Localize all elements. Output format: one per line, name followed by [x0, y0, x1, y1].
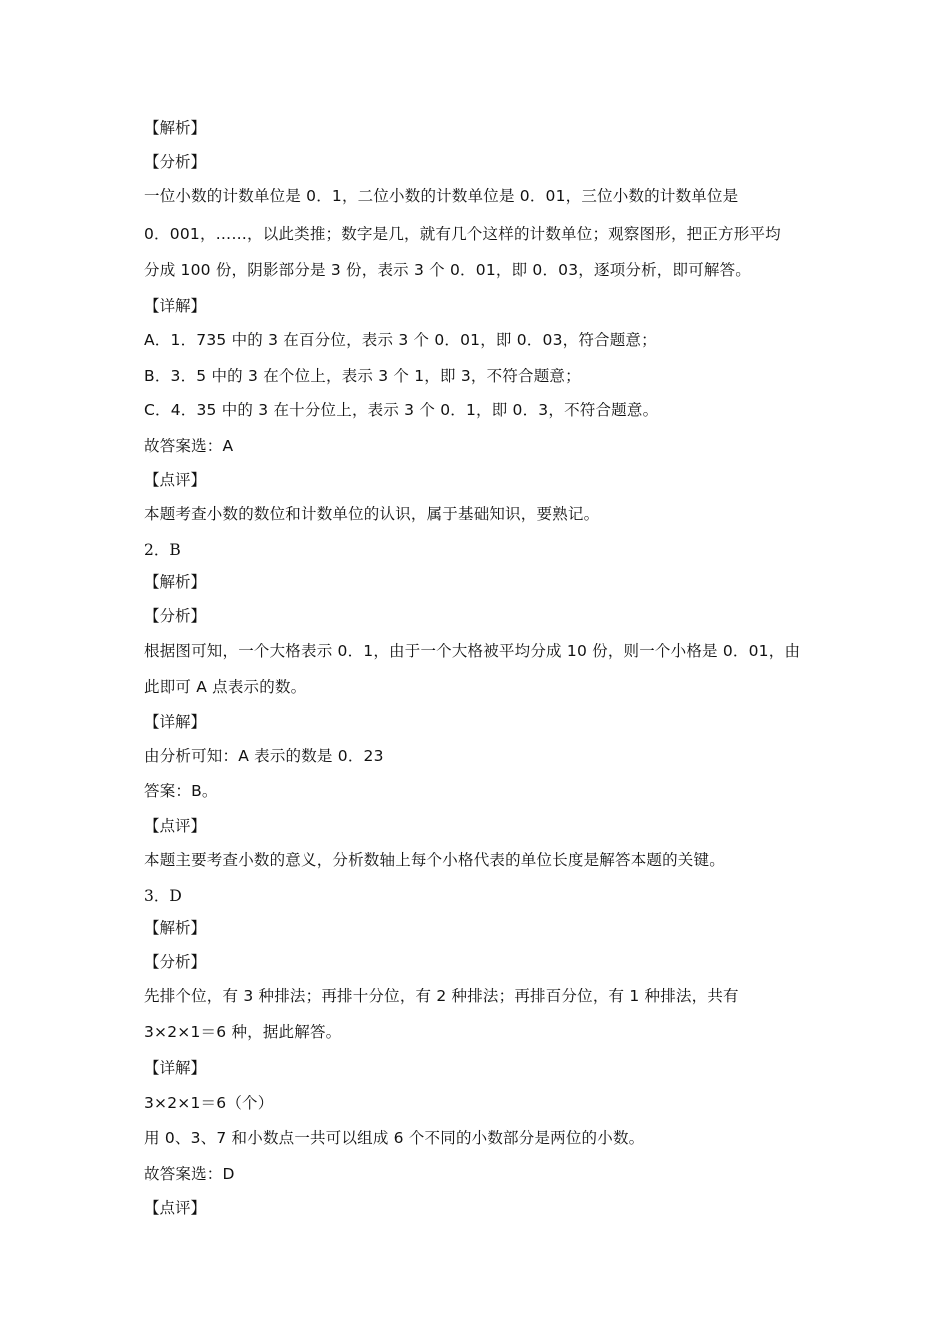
section-label-dianping: 【点评】 [144, 1199, 207, 1217]
question-number: 2．B [144, 541, 181, 559]
option-line-c: C．4．35 中的 3 在十分位上，表示 3 个 0．1，即 0．3，不符合题意。 [144, 401, 659, 419]
option-line-b: B．3．5 中的 3 在个位上，表示 3 个 1，即 3，不符合题意； [144, 367, 581, 385]
section-label-xiangjie: 【详解】 [144, 297, 207, 315]
equation-line: 3×2×1＝6（个） [144, 1094, 274, 1112]
section-label-xiangjie: 【详解】 [144, 1059, 207, 1077]
section-label-jiexi: 【解析】 [144, 919, 207, 937]
paragraph-line: 先排个位，有 3 种排法；再排十分位，有 2 种排法；再排百分位，有 1 种排法，共有 [144, 987, 739, 1005]
paragraph-line: 用 0、3、7 和小数点一共可以组成 6 个不同的小数部分是两位的小数。 [144, 1129, 645, 1147]
section-label-dianping: 【点评】 [144, 471, 207, 489]
paragraph-line: 根据图可知，一个大格表示 0．1，由于一个大格被平均分成 10 份，则一个小格是 0．01，由 [144, 642, 801, 660]
answer-line: 故答案选：A [144, 437, 234, 455]
paragraph-line: 0．001，……，以此类推；数字是几，就有几个这样的计数单位；观察图形，把正方形平均 [144, 225, 781, 243]
section-label-jiexi: 【解析】 [144, 119, 207, 137]
paragraph-line: 由分析可知：A 表示的数是 0．23 [144, 747, 384, 765]
section-label-jiexi: 【解析】 [144, 573, 207, 591]
paragraph-line: 本题考查小数的数位和计数单位的认识，属于基础知识，要熟记。 [144, 505, 600, 523]
paragraph-line: 此即可 A 点表示的数。 [144, 678, 307, 696]
section-label-fenxi: 【分析】 [144, 953, 207, 971]
paragraph-line: 本题主要考查小数的意义，分析数轴上每个小格代表的单位长度是解答本题的关键。 [144, 851, 725, 869]
option-line-a: A．1．735 中的 3 在百分位，表示 3 个 0．01，即 0．03，符合题意； [144, 331, 657, 349]
section-label-dianping: 【点评】 [144, 817, 207, 835]
question-number: 3．D [144, 887, 182, 905]
section-label-fenxi: 【分析】 [144, 153, 207, 171]
paragraph-line: 分成 100 份，阴影部分是 3 份，表示 3 个 0．01，即 0．03，逐项分析，即可解答。 [144, 261, 751, 279]
section-label-fenxi: 【分析】 [144, 607, 207, 625]
section-label-xiangjie: 【详解】 [144, 713, 207, 731]
answer-line: 答案：B。 [144, 782, 218, 800]
paragraph-line: 3×2×1＝6 种，据此解答。 [144, 1023, 342, 1041]
answer-line: 故答案选：D [144, 1165, 235, 1183]
paragraph-line: 一位小数的计数单位是 0．1，二位小数的计数单位是 0．01，三位小数的计数单位是 [144, 187, 739, 205]
